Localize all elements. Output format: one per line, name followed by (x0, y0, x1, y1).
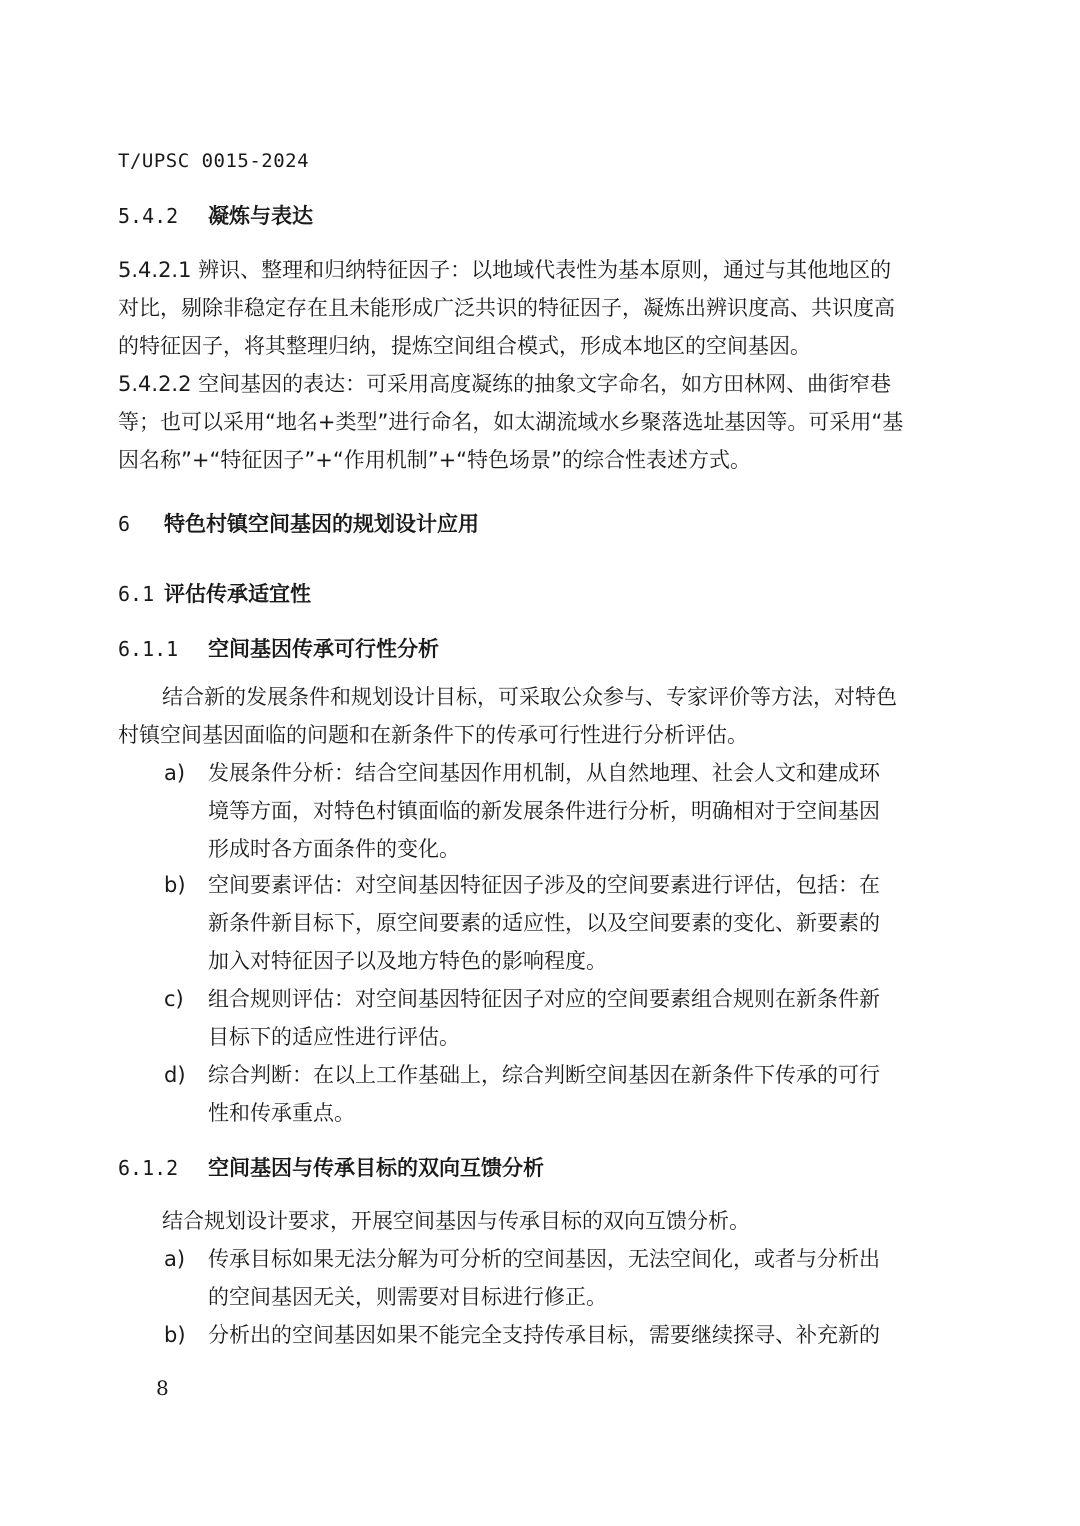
text-line: 新条件新目标下，原空间要素的适应性，以及空间要素的变化、新要素的 (208, 911, 880, 935)
text-line: 对比，剔除非稳定存在且未能形成广泛共识的特征因子，凝炼出辨识度高、共识度高 (118, 296, 895, 320)
page-number: 8 (156, 1376, 169, 1400)
text-line: 加入对特征因子以及地方特色的影响程度。 (208, 949, 607, 973)
text-line: 传承目标如果无法分解为可分析的空间基因，无法空间化，或者与分析出 (208, 1247, 880, 1271)
text-line: 5.4.2.1 辨识、整理和归纳特征因子：以地域代表性为基本原则，通过与其他地区的 (118, 258, 892, 282)
list-marker: d) (164, 1063, 186, 1087)
list-item-b (118, 866, 934, 980)
list-marker: a) (164, 1247, 186, 1271)
text-line: 分析出的空间基因如果不能完全支持传承目标，需要继续探寻、补充新的 (208, 1323, 880, 1347)
text-line: 形成时各方面条件的变化。 (208, 837, 460, 861)
text-line: 的空间基因无关，则需要对目标进行修正。 (208, 1285, 607, 1309)
heading-number: 5.4.2 (118, 204, 179, 228)
heading-6 (118, 508, 479, 538)
heading-number: 6.1.2 (118, 1156, 179, 1180)
heading-title: 评估传承适宜性 (164, 582, 311, 606)
text-line: 村镇空间基因面临的问题和在新条件下的传承可行性进行分析评估。 (118, 723, 748, 747)
text-line: 空间要素评估：对空间基因特征因子涉及的空间要素进行评估，包括：在 (208, 873, 880, 897)
paragraph-5-4-2-2 (118, 365, 934, 479)
heading-6-1-2 (118, 1152, 544, 1182)
list-item-a (118, 1240, 934, 1316)
paragraph-6-1-1-intro (118, 678, 934, 754)
list-marker: b) (164, 873, 186, 897)
list-item-b (118, 1316, 934, 1354)
text-line: 目标下的适应性进行评估。 (208, 1025, 460, 1049)
paragraph-6-1-2-intro (118, 1202, 934, 1240)
standard-id: T/UPSC 0015-2024 (118, 150, 310, 172)
list-item-c (118, 980, 934, 1056)
paragraph-5-4-2-1 (118, 251, 934, 365)
heading-title: 特色村镇空间基因的规划设计应用 (164, 512, 479, 536)
text-line: 组合规则评估：对空间基因特征因子对应的空间要素组合规则在新条件新 (208, 987, 880, 1011)
heading-5-4-2 (118, 200, 313, 230)
text-line: 境等方面，对特色村镇面临的新发展条件进行分析，明确相对于空间基因 (208, 799, 880, 823)
heading-title: 空间基因与传承目标的双向互馈分析 (208, 1156, 544, 1180)
text-line: 因名称”+“特征因子”+“作用机制”+“特色场景”的综合性表述方式。 (118, 448, 751, 472)
text-line: 等；也可以采用“地名+类型”进行命名，如太湖流域水乡聚落选址基因等。可采用“基 (118, 410, 904, 434)
heading-title: 空间基因传承可行性分析 (208, 637, 439, 661)
text-line: 5.4.2.2 空间基因的表达：可采用高度凝练的抽象文字命名，如方田林网、曲街窄巷 (118, 372, 892, 396)
heading-number: 6.1 (118, 582, 155, 606)
text-line: 性和传承重点。 (208, 1101, 355, 1125)
text-line: 的特征因子，将其整理归纳，提炼空间组合模式，形成本地区的空间基因。 (118, 334, 811, 358)
text-line: 结合规划设计要求，开展空间基因与传承目标的双向互馈分析。 (162, 1209, 750, 1233)
heading-6-1 (118, 578, 311, 608)
heading-6-1-1 (118, 633, 439, 663)
list-marker: a) (164, 761, 186, 785)
list-marker: c) (164, 987, 184, 1011)
list-item-d (118, 1056, 934, 1132)
text-line: 发展条件分析：结合空间基因作用机制，从自然地理、社会人文和建成环 (208, 761, 880, 785)
text-line: 综合判断：在以上工作基础上，综合判断空间基因在新条件下传承的可行 (208, 1063, 880, 1087)
heading-title: 凝炼与表达 (208, 204, 313, 228)
list-item-a (118, 754, 934, 868)
list-marker: b) (164, 1323, 186, 1347)
heading-number: 6.1.1 (118, 637, 179, 661)
heading-number: 6 (118, 512, 131, 536)
text-line: 结合新的发展条件和规划设计目标，可采取公众参与、专家评价等方法，对特色 (162, 685, 897, 709)
